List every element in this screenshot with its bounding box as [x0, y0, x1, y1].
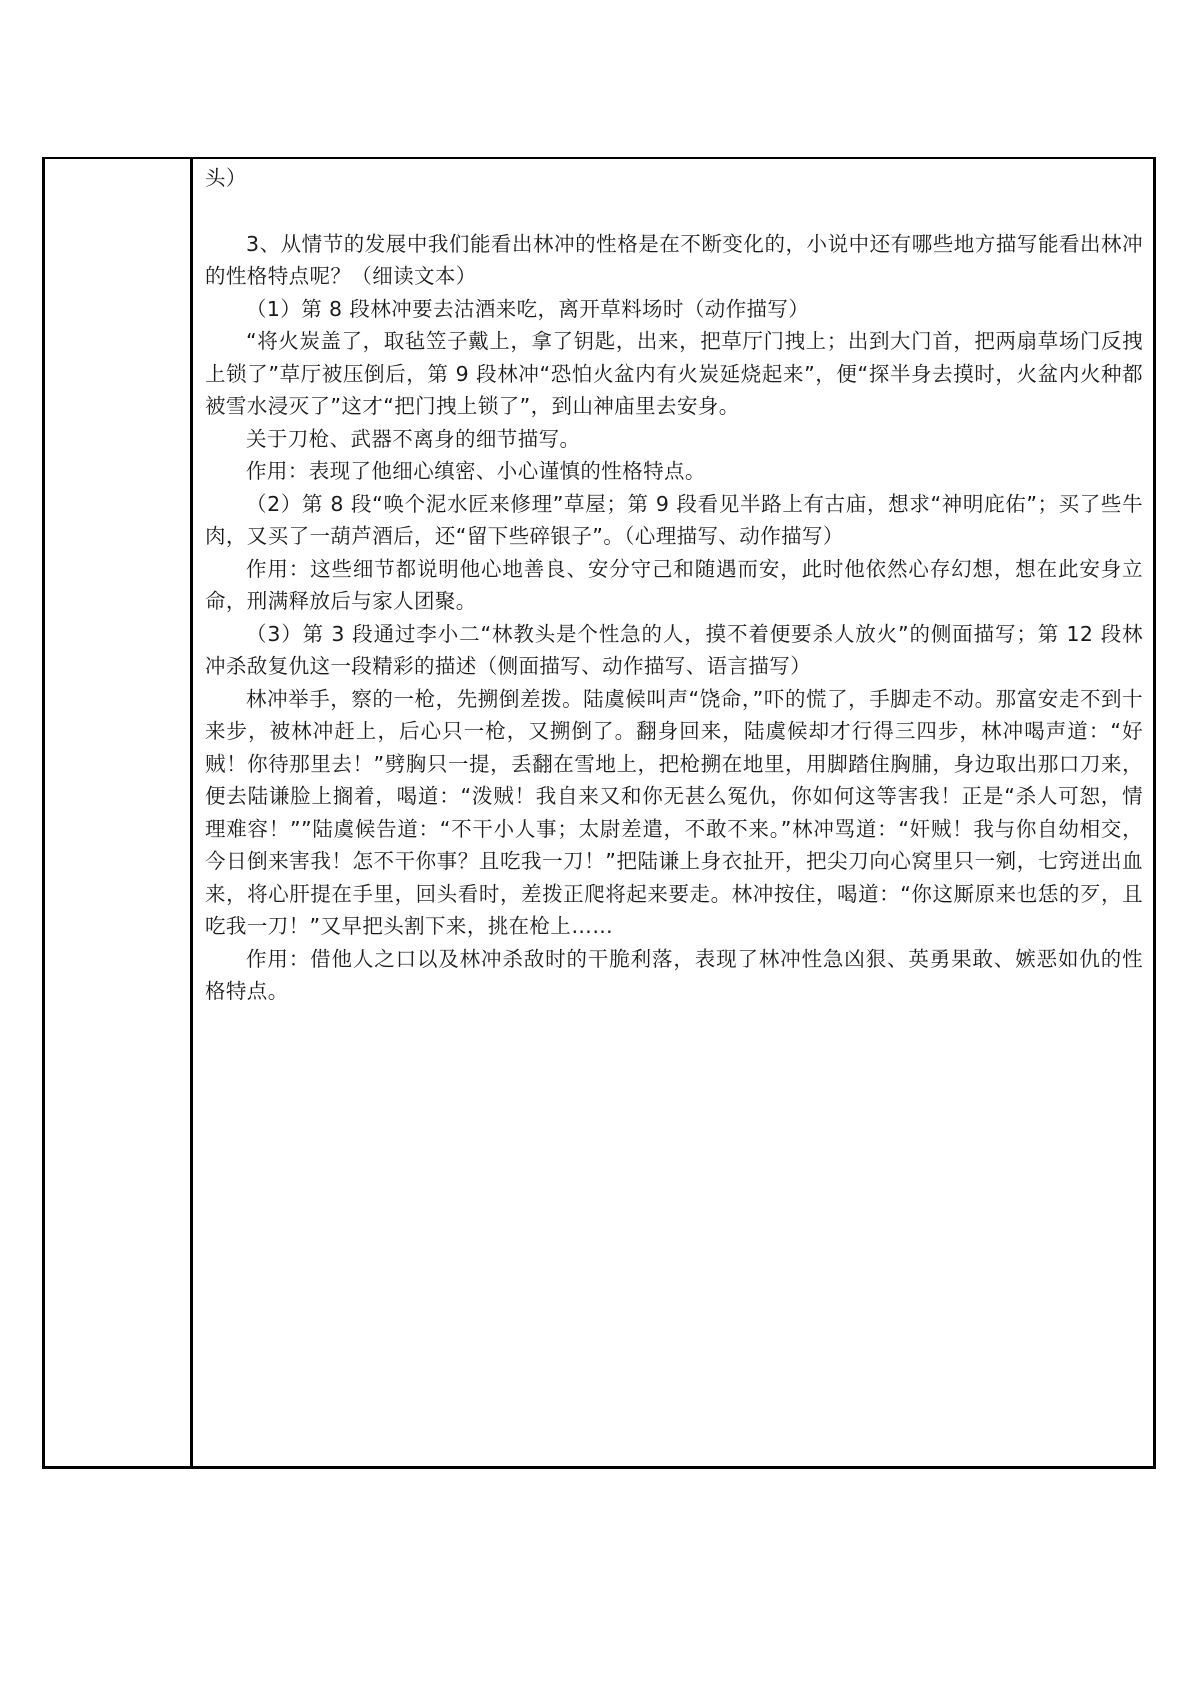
quote-paragraph-1: “将火炭盖了，取毡笠子戴上，拿了钥匙，出来，把草厅门拽上；出到大门首，把两扇草场门反拽上锁了”草厅被压倒后，第 9 段林冲“恐怕火盆内有火炭延烧起来”，便“探半身去摸时，火盆内火种都被雪水浸灭了”这才“把门拽上锁了”，到山神庙里去安身。 [205, 329, 1143, 418]
effect-2: 作用：这些细节都说明他心地善良、安分守己和随遇而安，此时他依然心存幻想，想在此安身立命，刑满释放后与家人团聚。 [205, 556, 1143, 613]
effect-1: 作用：表现了他细心缜密、小心谨慎的性格特点。 [246, 459, 706, 483]
point-1-heading: （1）第 8 段林冲要去沽酒来吃，离开草料场时（动作描写） [246, 296, 810, 321]
lesson-text [205, 162, 1143, 1008]
point-3-heading: （3）第 3 段通过李小二“林教头是个性急的人，摸不着便要杀人放火”的侧面描写；第 12 段林冲杀敌复仇这一段精彩的描述（侧面描写、动作描写、语言描写） [205, 621, 1143, 678]
question-paragraph: 3、从情节的发展中我们能看出林冲的性格是在不断变化的，小说中还有哪些地方描写能看出林冲的性格特点呢？（细读文本） [205, 231, 1143, 288]
right-column-cell [193, 159, 1153, 1466]
quote-paragraph-2: 林冲举手，察的一枪，先搠倒差拨。陆虞候叫声“饶命，”吓的慌了，手脚走不动。那富安走不到十来步，被林冲赶上，后心只一枪，又搠倒了。翻身回来，陆虞候却才行得三四步，林冲喝声道：“好贼！你待那里去！”劈胸只一提，丢翻在雪地上，把枪搠在地里，用脚踏住胸脯，身边取出那口刀来，便去陆谦脸上搁着，喝道：“泼贼！我自来又和你无甚么冤仇，你如何这等害我！正是“杀人可恕，情理难容！””陆虞候告道：“不干小人事；太尉差遣，不敢不来。”林冲骂道：“奸贼！我与你自幼相交，今日倒来害我！怎不干你事？且吃我一刀！”把陆谦上身衣扯开，把尖刀向心窝里只一剜，七窍迸出血来，将心肝提在手里，回头看时，差拨正爬将起来要走。林冲按住，喝道：“你这厮原来也恁的歹，且吃我一刀！”又早把头割下来，挑在枪上…… [205, 686, 1143, 938]
detail-note: 关于刀枪、武器不离身的细节描写。 [246, 426, 581, 451]
text-continuation: 头） [205, 166, 247, 190]
blank-line [205, 195, 1143, 228]
left-column-cell [45, 159, 193, 1466]
effect-3: 作用：借他人之口以及林冲杀敌时的干脆利落，表现了林冲性急凶狠、英勇果敢、嫉恶如仇的性格特点。 [205, 946, 1143, 1003]
content-table [42, 157, 1156, 1469]
point-2-heading: （2）第 8 段“唤个泥水匠来修理”草屋；第 9 段看见半路上有古庙，想求“神明庇佑”；买了些牛肉，又买了一葫芦酒后，还“留下些碎银子”。（心理描写、动作描写） [205, 491, 1143, 548]
